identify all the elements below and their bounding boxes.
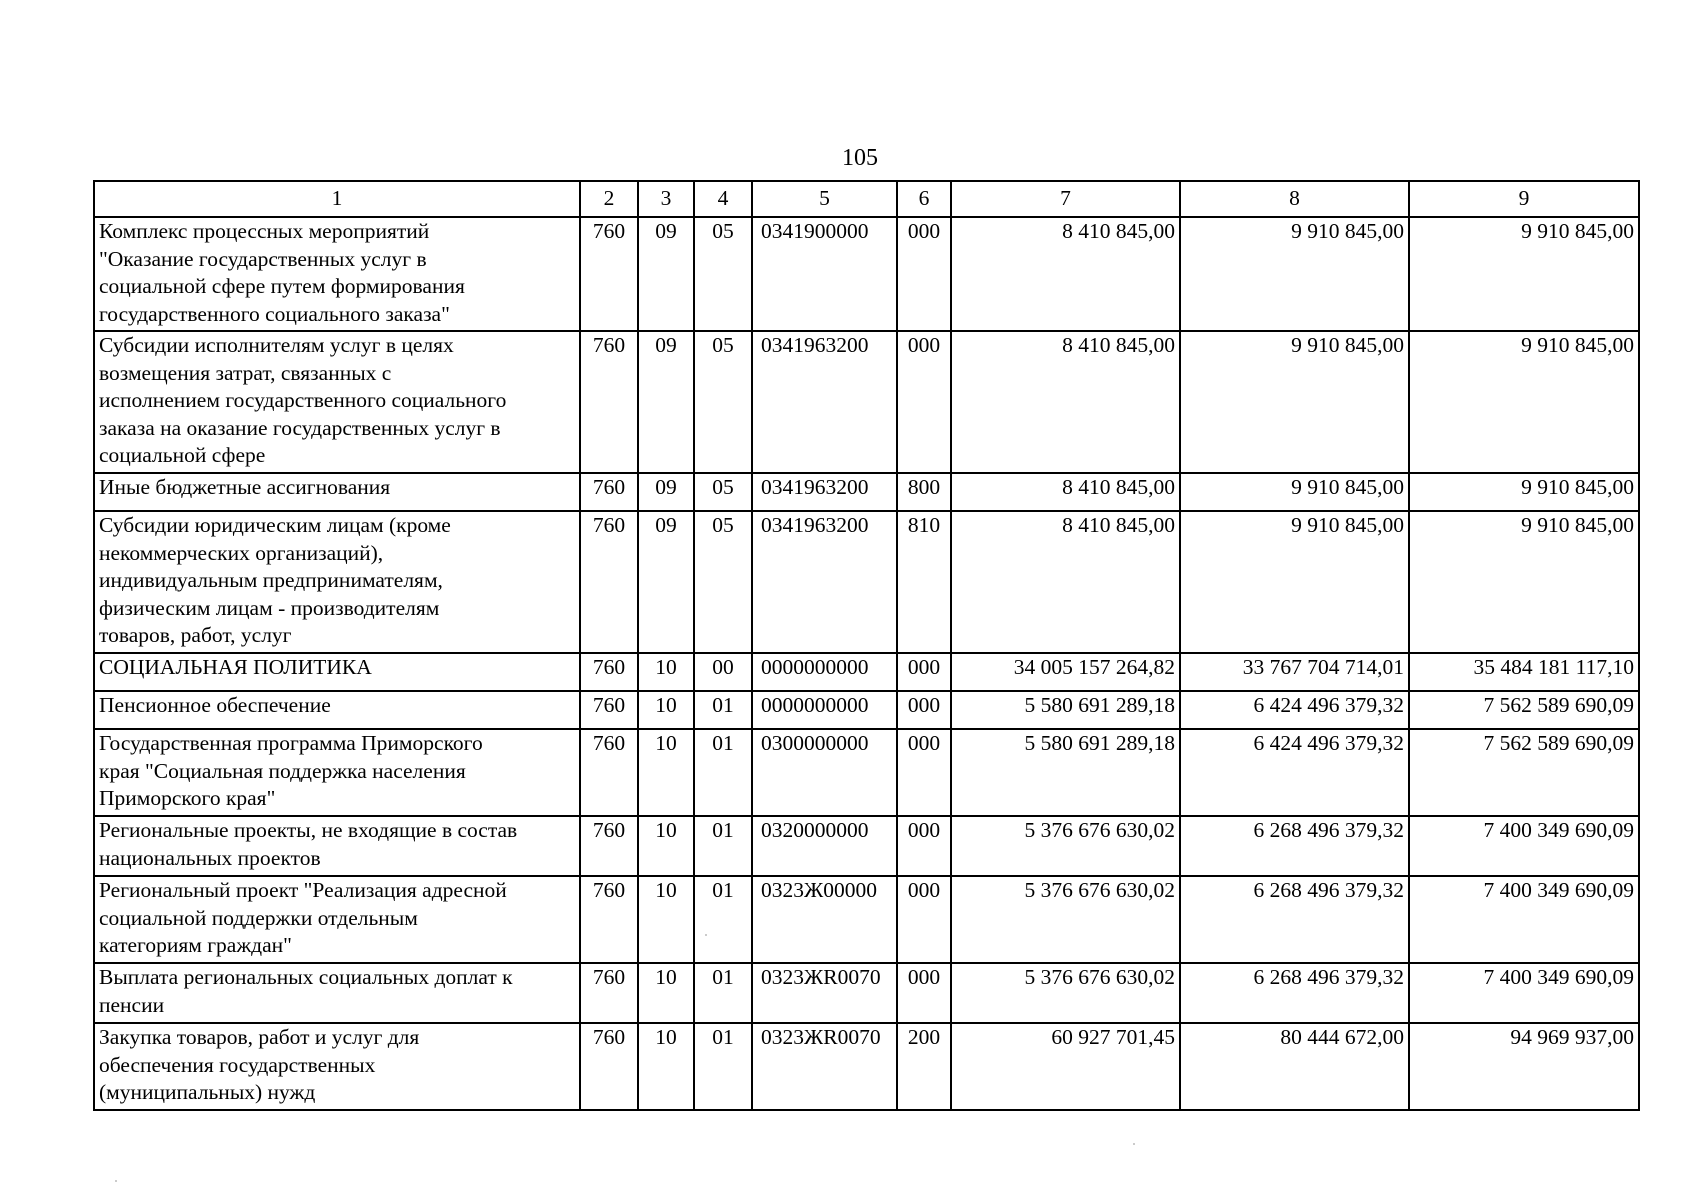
ministry-code-cell: 760	[580, 473, 638, 511]
amount-col9-cell: 7 400 349 690,09	[1409, 816, 1639, 876]
table-row	[94, 691, 1639, 729]
row-name-line: социальной сфере	[99, 443, 266, 467]
ministry-code-cell: 760	[580, 691, 638, 729]
subsection-code-cell: 05	[694, 473, 752, 511]
row-name-line: Субсидии исполнителям услуг в целях	[99, 333, 454, 357]
ministry-code-cell: 760	[580, 217, 638, 331]
amount-col8-cell: 6 268 496 379,32	[1180, 963, 1409, 1023]
row-name-line: социальной поддержки отдельным	[99, 905, 418, 930]
row-name-line: категориям граждан"	[99, 933, 292, 957]
target-article-code-cell: 0000000000	[752, 653, 897, 691]
subsection-code-cell: 01	[694, 729, 752, 816]
amount-col7-cell: 60 927 701,45	[951, 1023, 1180, 1110]
header-cell: 4	[694, 181, 752, 217]
row-name-line: края "Социальная поддержка населения	[99, 758, 466, 783]
row-name-cell	[94, 331, 580, 473]
amount-col8-cell: 9 910 845,00	[1180, 473, 1409, 511]
amount-col7-cell: 5 580 691 289,18	[951, 729, 1180, 816]
ministry-code-cell: 760	[580, 511, 638, 653]
subsection-code-cell: 00	[694, 653, 752, 691]
target-article-code-cell: 0320000000	[752, 816, 897, 876]
amount-col8-cell: 6 424 496 379,32	[1180, 691, 1409, 729]
table-row	[94, 217, 1639, 331]
header-cell: 1	[94, 181, 580, 217]
expense-type-code-cell: 000	[897, 331, 951, 473]
target-article-code-cell: 0323Ж00000	[752, 876, 897, 963]
subsection-code-cell: 01	[694, 1023, 752, 1110]
row-name-line: индивидуальным предпринимателям,	[99, 568, 443, 592]
subsection-code-cell: 05	[694, 331, 752, 473]
row-name-cell	[94, 1023, 580, 1110]
amount-col8-cell: 6 268 496 379,32	[1180, 816, 1409, 876]
amount-col9-cell: 9 910 845,00	[1409, 473, 1639, 511]
target-article-code-cell: 0323ЖR0070	[752, 963, 897, 1023]
amount-col8-cell: 9 910 845,00	[1180, 511, 1409, 653]
row-name-line: (муниципальных) нужд	[99, 1080, 316, 1104]
expense-type-code-cell: 000	[897, 876, 951, 963]
row-name-line: Закупка товаров, работ и услуг для	[99, 1025, 420, 1049]
table-header	[94, 181, 1639, 217]
row-name-line: Выплата региональных социальных доплат к	[99, 965, 513, 989]
table-row	[94, 511, 1639, 653]
subsection-code-cell: 01	[694, 691, 752, 729]
table-row	[94, 473, 1639, 511]
row-name-cell	[94, 511, 580, 653]
scan-speck	[115, 1180, 117, 1182]
row-name-cell	[94, 653, 580, 691]
subsection-code-cell: 01	[694, 963, 752, 1023]
section-code-cell: 10	[638, 653, 694, 691]
section-code-cell: 10	[638, 816, 694, 876]
expense-type-code-cell: 810	[897, 511, 951, 653]
row-name-line: исполнением государственного социального	[99, 388, 507, 412]
target-article-code-cell: 0323ЖR0070	[752, 1023, 897, 1110]
amount-col7-cell: 8 410 845,00	[951, 511, 1180, 653]
section-code-cell: 10	[638, 963, 694, 1023]
amount-col8-cell: 80 444 672,00	[1180, 1023, 1409, 1110]
amount-col9-cell: 94 969 937,00	[1409, 1023, 1639, 1110]
amount-col7-cell: 8 410 845,00	[951, 217, 1180, 331]
row-name-line: Пенсионное обеспечение	[99, 693, 331, 717]
row-name-line: национальных проектов	[99, 845, 321, 870]
target-article-code-cell: 0341900000	[752, 217, 897, 331]
section-code-cell: 09	[638, 331, 694, 473]
row-name-line: возмещения затрат, связанных с	[99, 360, 392, 385]
amount-col9-cell: 7 562 589 690,09	[1409, 729, 1639, 816]
expense-type-code-cell: 000	[897, 963, 951, 1023]
amount-col8-cell: 33 767 704 714,01	[1180, 653, 1409, 691]
section-code-cell: 10	[638, 1023, 694, 1110]
amount-col7-cell: 5 376 676 630,02	[951, 876, 1180, 963]
section-code-cell: 09	[638, 473, 694, 511]
amount-col9-cell: 7 400 349 690,09	[1409, 876, 1639, 963]
row-name-line: Приморского края"	[99, 786, 276, 810]
target-article-code-cell: 0341963200	[752, 473, 897, 511]
table-row	[94, 963, 1639, 1023]
row-name-line: "Оказание государственных услуг в	[99, 246, 427, 271]
row-name-line: Иные бюджетные ассигнования	[99, 475, 391, 499]
subsection-code-cell: 01	[694, 876, 752, 963]
row-name-line: товаров, работ, услуг	[99, 623, 292, 647]
row-name-line: Комплекс процессных мероприятий	[99, 219, 430, 243]
page-number: 105	[842, 145, 878, 171]
ministry-code-cell: 760	[580, 876, 638, 963]
row-name-cell	[94, 691, 580, 729]
expense-type-code-cell: 000	[897, 217, 951, 331]
ministry-code-cell: 760	[580, 653, 638, 691]
target-article-code-cell: 0300000000	[752, 729, 897, 816]
section-code-cell: 09	[638, 217, 694, 331]
row-name-line: социальной сфере путем формирования	[99, 274, 465, 298]
row-name-line: СОЦИАЛЬНАЯ ПОЛИТИКА	[99, 655, 372, 679]
row-name-line: некоммерческих организаций),	[99, 540, 384, 565]
ministry-code-cell: 760	[580, 331, 638, 473]
expense-type-code-cell: 000	[897, 729, 951, 816]
header-cell: 9	[1409, 181, 1639, 217]
section-code-cell: 10	[638, 876, 694, 963]
table-row	[94, 729, 1639, 816]
ministry-code-cell: 760	[580, 729, 638, 816]
amount-col7-cell: 5 376 676 630,02	[951, 963, 1180, 1023]
row-name-line: Субсидии юридическим лицам (кроме	[99, 513, 451, 537]
amount-col8-cell: 9 910 845,00	[1180, 331, 1409, 473]
row-name-line: государственного социального заказа"	[99, 301, 450, 326]
ministry-code-cell: 760	[580, 963, 638, 1023]
section-code-cell: 09	[638, 511, 694, 653]
amount-col8-cell: 9 910 845,00	[1180, 217, 1409, 331]
table-row	[94, 1023, 1639, 1110]
header-cell: 7	[951, 181, 1180, 217]
scan-speck	[1133, 1143, 1135, 1145]
row-name-cell	[94, 876, 580, 963]
amount-col8-cell: 6 424 496 379,32	[1180, 729, 1409, 816]
subsection-code-cell: 05	[694, 217, 752, 331]
section-code-cell: 10	[638, 691, 694, 729]
header-row	[94, 181, 1639, 217]
row-name-line: заказа на оказание государственных услуг в	[99, 415, 501, 440]
amount-col9-cell: 9 910 845,00	[1409, 217, 1639, 331]
row-name-cell	[94, 963, 580, 1023]
target-article-code-cell: 0341963200	[752, 331, 897, 473]
amount-col7-cell: 8 410 845,00	[951, 331, 1180, 473]
row-name-line: пенсии	[99, 992, 165, 1017]
section-code-cell: 10	[638, 729, 694, 816]
row-name-line: физическим лицам - производителям	[99, 595, 440, 620]
header-cell: 8	[1180, 181, 1409, 217]
amount-col7-cell: 5 376 676 630,02	[951, 816, 1180, 876]
row-name-line: Региональные проекты, не входящие в состав	[99, 818, 518, 842]
expense-type-code-cell: 200	[897, 1023, 951, 1110]
budget-table	[93, 180, 1640, 1111]
amount-col9-cell: 9 910 845,00	[1409, 511, 1639, 653]
amount-col9-cell: 7 562 589 690,09	[1409, 691, 1639, 729]
header-cell: 6	[897, 181, 951, 217]
table-body	[94, 217, 1639, 1110]
amount-col7-cell: 8 410 845,00	[951, 473, 1180, 511]
amount-col9-cell: 35 484 181 117,10	[1409, 653, 1639, 691]
amount-col7-cell: 5 580 691 289,18	[951, 691, 1180, 729]
subsection-code-cell: 01	[694, 816, 752, 876]
row-name-cell	[94, 729, 580, 816]
row-name-line: Региональный проект "Реализация адресной	[99, 878, 507, 902]
table-row	[94, 331, 1639, 473]
expense-type-code-cell: 000	[897, 691, 951, 729]
row-name-cell	[94, 473, 580, 511]
header-cell: 5	[752, 181, 897, 217]
expense-type-code-cell: 800	[897, 473, 951, 511]
amount-col7-cell: 34 005 157 264,82	[951, 653, 1180, 691]
table-row	[94, 816, 1639, 876]
header-cell: 3	[638, 181, 694, 217]
target-article-code-cell: 0341963200	[752, 511, 897, 653]
row-name-cell	[94, 217, 580, 331]
scan-speck	[705, 934, 707, 936]
table-row	[94, 653, 1639, 691]
row-name-line: Государственная программа Приморского	[99, 731, 483, 755]
row-name-line: обеспечения государственных	[99, 1052, 376, 1077]
expense-type-code-cell: 000	[897, 816, 951, 876]
amount-col9-cell: 7 400 349 690,09	[1409, 963, 1639, 1023]
expense-type-code-cell: 000	[897, 653, 951, 691]
row-name-cell	[94, 816, 580, 876]
ministry-code-cell: 760	[580, 816, 638, 876]
target-article-code-cell: 0000000000	[752, 691, 897, 729]
subsection-code-cell: 05	[694, 511, 752, 653]
table-row	[94, 876, 1639, 963]
amount-col8-cell: 6 268 496 379,32	[1180, 876, 1409, 963]
ministry-code-cell: 760	[580, 1023, 638, 1110]
amount-col9-cell: 9 910 845,00	[1409, 331, 1639, 473]
header-cell: 2	[580, 181, 638, 217]
